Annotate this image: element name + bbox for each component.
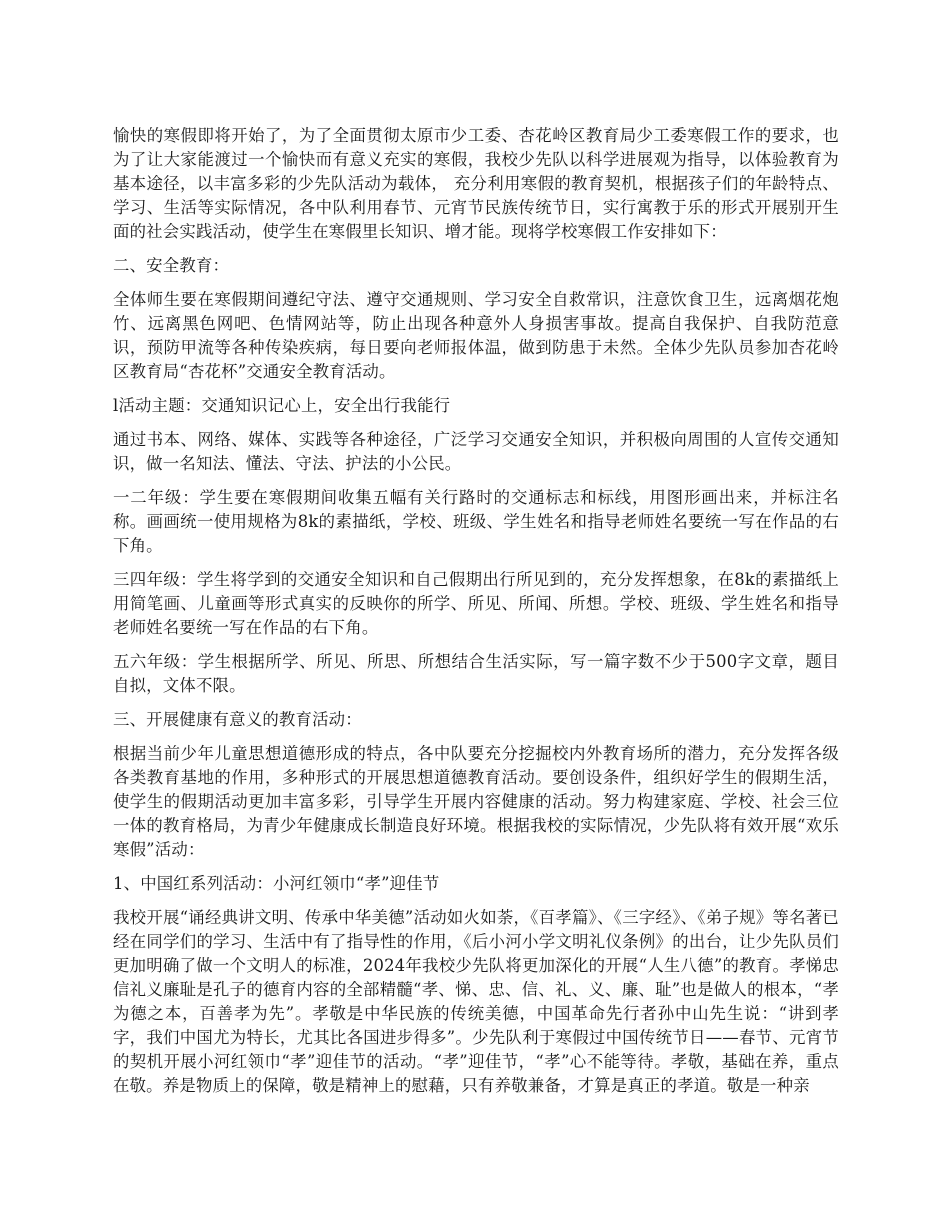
section-heading-activities: 三、开展健康有意义的教育活动： <box>113 710 362 729</box>
grade-3-4-paragraph: 三四年级：学生将学到的交通安全知识和自己假期出行所见到的，充分发挥想象，在8k的素描纸上用简笔画、儿童画等形式真实的反映你的所学、所见、所闻、所想。学校、班级、学生姓名和指导老师姓名要统一写在作品的右下角。 <box>113 570 839 637</box>
document-body <box>113 124 839 1108</box>
subsection-heading-red: 1、中国红系列活动：小河红领巾“孝”迎佳节 <box>113 874 440 893</box>
activity-theme: l活动主题：交通知识记心上，安全出行我能行 <box>113 396 451 415</box>
activities-paragraph: 根据当前少年儿童思想道德形成的特点，各中队要充分挖掘校内外教育场所的潜力，充分发挥各级各类教育基地的作用，多种形式的开展思想道德教育活动。要创设条件，组织好学生的假期生活，使学生的假期活动更加丰富多彩，引导学生开展内容健康的活动。努力构建家庭、学校、社会三位一体的教育格局，为青少年健康成长制造良好环境。根据我校的实际情况，少先队将有效开展“欢乐寒假”活动： <box>113 744 839 859</box>
filial-piety-paragraph: 我校开展“诵经典讲文明、传承中华美德”活动如火如荼，《百孝篇》、《三字经》、《弟子规》等名著已经在同学们的学习、生活中有了指导性的作用，《后小河小学文明礼仪条例》的出台，让少先队员们更加明确了做一个文明人的标准，2024年我校少先队将更加深化的开展“人生八德”的教育。孝悌忠信礼义廉耻是孔子的德育内容的全部精髓“孝、悌、忠、信、礼、义、廉、耻”也是做人的根本，“孝为德之本，百善孝为先”。孝敬是中华民族的传统美德，中国革命先行者孙中山先生说：“讲到孝字，我们中国尤为特长，尤其比各国进步得多”。少先队利于寒假过中国传统节日——春节、元宵节的契机开展小河红领巾“孝”迎佳节的活动。“孝”迎佳节，“孝”心不能等待。孝敬，基础在养，重点在敬。养是物质上的保障，敬是精神上的慰藉，只有养敬兼备，才算是真正的孝道。敬是一种亲 <box>113 908 839 1095</box>
grade-5-6-paragraph: 五六年级：学生根据所学、所见、所思、所想结合生活实际，写一篇字数不少于500字文章，题目自拟，文体不限。 <box>113 652 839 695</box>
traffic-knowledge-paragraph: 通过书本、网络、媒体、实践等各种途径，广泛学习交通安全知识，并积极向周围的人宣传交通知识，做一名知法、懂法、守法、护法的小公民。 <box>113 430 839 473</box>
safety-paragraph: 全体师生要在寒假期间遵纪守法、遵守交通规则、学习安全自救常识，注意饮食卫生，远离烟花炮竹、远离黑色网吧、色情网站等，防止出现各种意外人身损害事故。提高自我保护、自我防范意识，预防甲流等各种传染疾病，每日要向老师报体温，做到防患于未然。全体少先队员参加杏花岭区教育局“杏花杯”交通安全教育活动。 <box>113 290 839 381</box>
intro-paragraph: 愉快的寒假即将开始了，为了全面贯彻太原市少工委、杏花岭区教育局少工委寒假工作的要求，也为了让大家能渡过一个愉快而有意义充实的寒假，我校少先队以科学进展观为指导，以体验教育为基本途径，以丰富多彩的少先队活动为载体， 充分利用寒假的教育契机，根据孩子们的年龄特点、学习、生活等实际情况，各中队利用春节、元宵节民族传统节日，实行寓教于乐的形式开展别开生面的社会实践活动，使学生在寒假里长知识、增才能。现将学校寒假工作安排如下： <box>113 126 839 241</box>
section-heading-safety: 二、安全教育： <box>113 256 230 275</box>
grade-1-2-paragraph: 一二年级：学生要在寒假期间收集五幅有关行路时的交通标志和标线，用图形画出来，并标注名称。画画统一使用规格为8k的素描纸，学校、班级、学生姓名和指导老师姓名要统一写在作品的右下角。 <box>113 488 839 555</box>
